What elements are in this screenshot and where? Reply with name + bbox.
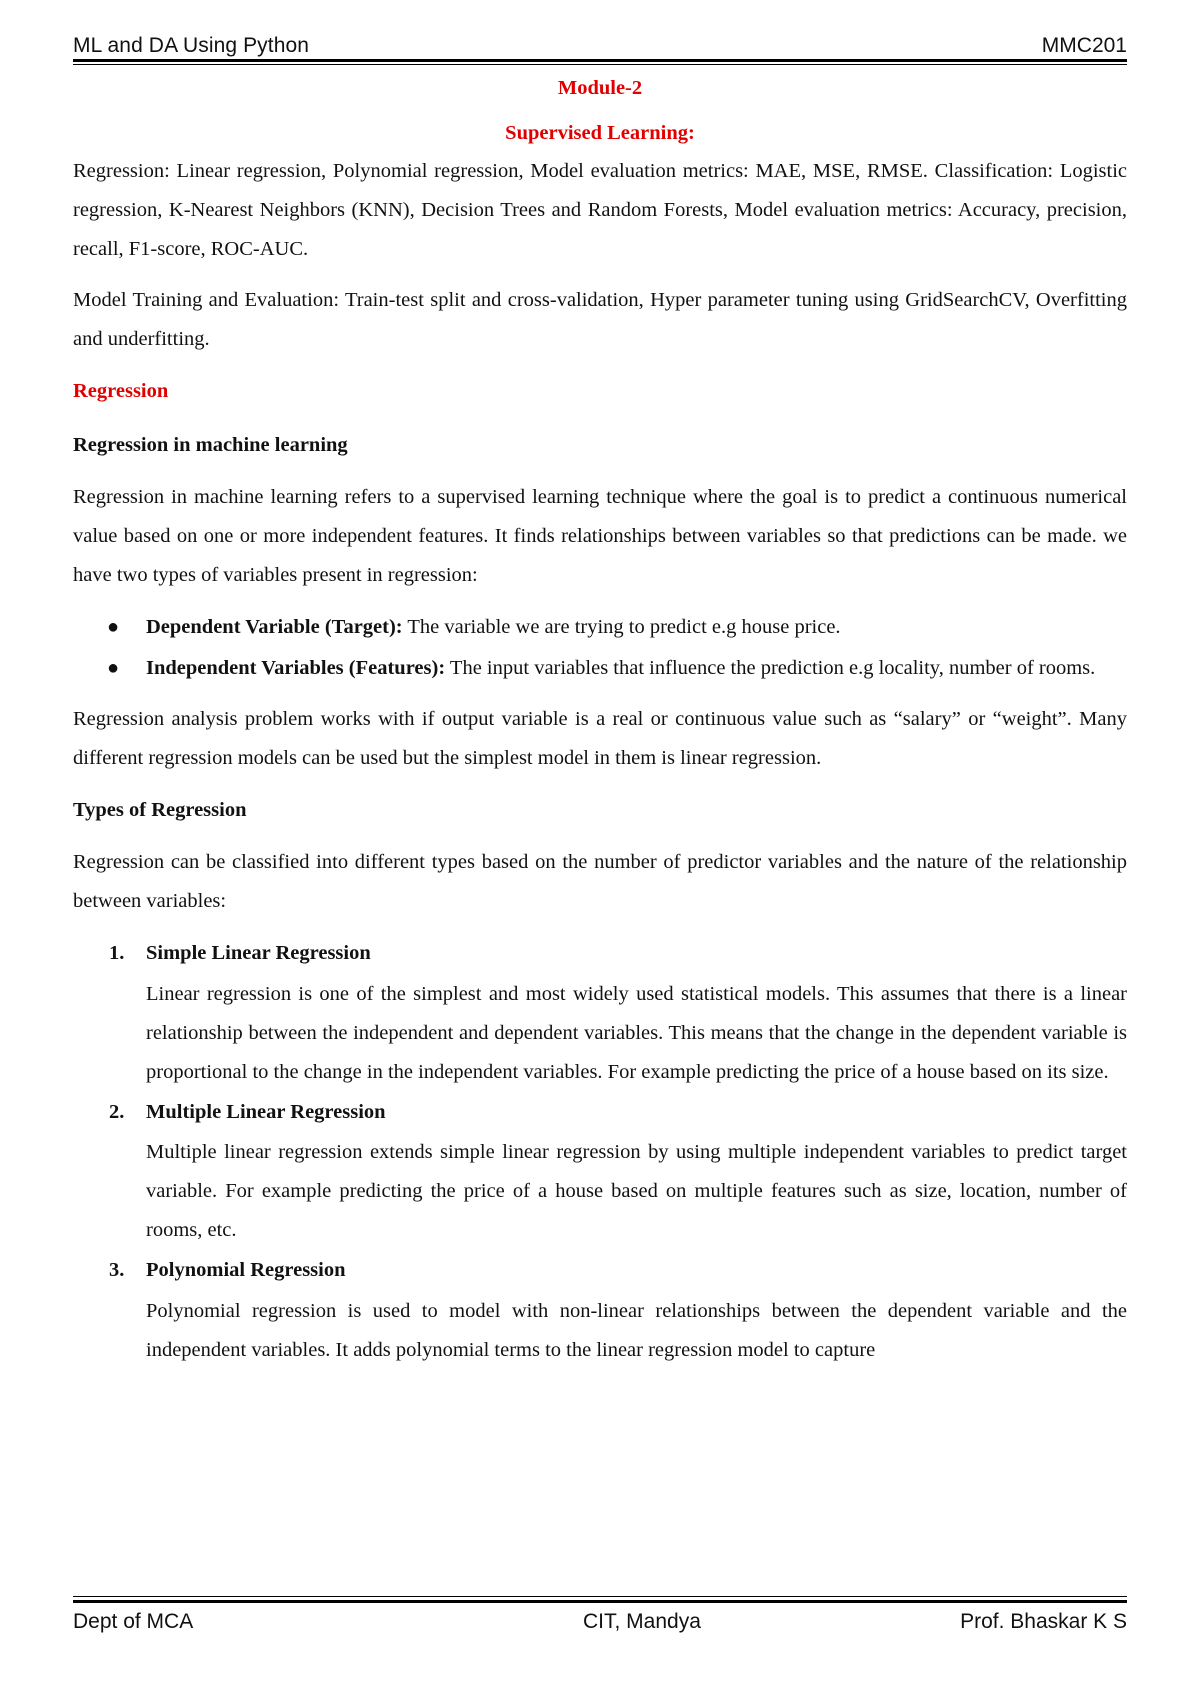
item-title: Simple Linear Regression xyxy=(146,942,371,964)
item-body: Polynomial regression is used to model with non-linear relationships between the dependent variable and the independent variables. It adds polynomial terms to the linear regression model to capture xyxy=(146,1299,1127,1361)
footer-rule-thin xyxy=(73,1596,1127,1597)
bullet-text: The variable we are trying to predict e.g house price. xyxy=(402,616,841,638)
subheading-types-of-regression: Types of Regression xyxy=(73,798,247,821)
regression-types-list xyxy=(73,933,1127,1370)
bullet-icon: ● xyxy=(107,616,120,638)
syllabus-paragraph-1: Regression: Linear regression, Polynomial regression, Model evaluation metrics: MAE, MSE, RMSE. Classification: Logistic regression, K-Nearest Neighbors (KNN), Decision Trees and Random Forests, Model evaluation metrics: Accuracy, precision, recall, F1-score, ROC-AUC. xyxy=(73,160,1127,260)
module-subtitle: Supervised Learning: xyxy=(505,122,695,144)
regression-analysis-paragraph: Regression analysis problem works with if output variable is a real or continuous value such as “salary” or “weight”. Many different regression models can be used but the simplest model in them is linear regression. xyxy=(73,707,1127,769)
footer-department: Dept of MCA xyxy=(73,1610,194,1633)
variable-types-list xyxy=(73,607,1127,688)
list-item xyxy=(73,607,1127,649)
header-course-code: MMC201 xyxy=(1041,34,1127,57)
bullet-text: The input variables that influence the prediction e.g locality, number of rooms. xyxy=(445,656,1096,679)
section-title-regression: Regression xyxy=(73,380,169,402)
footer-author: Prof. Bhaskar K S xyxy=(960,1610,1127,1633)
page-footer xyxy=(73,1610,1127,1650)
item-number: 1. xyxy=(109,942,125,964)
list-item xyxy=(73,933,1127,1092)
bullet-icon: ● xyxy=(107,656,120,679)
item-number: 2. xyxy=(109,1100,125,1123)
list-item xyxy=(73,649,1127,688)
list-item xyxy=(73,1092,1127,1251)
bullet-term: Independent Variables (Features): xyxy=(146,656,446,679)
header-rule-thin xyxy=(73,64,1127,65)
footer-institution: CIT, Mandya xyxy=(583,1610,701,1633)
bullet-term: Dependent Variable (Target): xyxy=(146,616,403,638)
header-rule-thick xyxy=(73,59,1127,62)
module-title: Module-2 xyxy=(557,77,643,99)
header-course-title: ML and DA Using Python xyxy=(73,34,310,57)
item-title: Polynomial Regression xyxy=(146,1259,346,1281)
types-intro-paragraph: Regression can be classified into different types based on the number of predictor variables and the nature of the relationship between variables: xyxy=(73,851,1127,912)
item-body: Linear regression is one of the simplest and most widely used statistical models. This assumes that there is a linear relationship between the independent and dependent variables. This means that the change in the dependent variable is proportional to the change in the independent variables. For example predicting the price of a house based on its size. xyxy=(146,982,1127,1083)
item-title: Multiple Linear Regression xyxy=(146,1100,386,1123)
subheading-regression-ml: Regression in machine learning xyxy=(73,433,348,456)
syllabus-paragraph-2: Model Training and Evaluation: Train-test split and cross-validation, Hyper parameter tuning using GridSearchCV, Overfitting and underfitting. xyxy=(73,289,1127,350)
page-content xyxy=(73,68,1127,1370)
footer-rule-thick xyxy=(73,1600,1127,1603)
item-body: Multiple linear regression extends simple linear regression by using multiple independent variables to predict target variable. For example predicting the price of a house based on multiple features such as size, location, number of rooms, etc. xyxy=(146,1141,1127,1241)
regression-intro-paragraph: Regression in machine learning refers to a supervised learning technique where the goal is to predict a continuous numerical value based on one or more independent features. It finds relationships between variables so that predictions can be made. we have two types of variables present in regression: xyxy=(73,486,1127,586)
list-item xyxy=(73,1250,1127,1370)
item-number: 3. xyxy=(109,1259,125,1281)
